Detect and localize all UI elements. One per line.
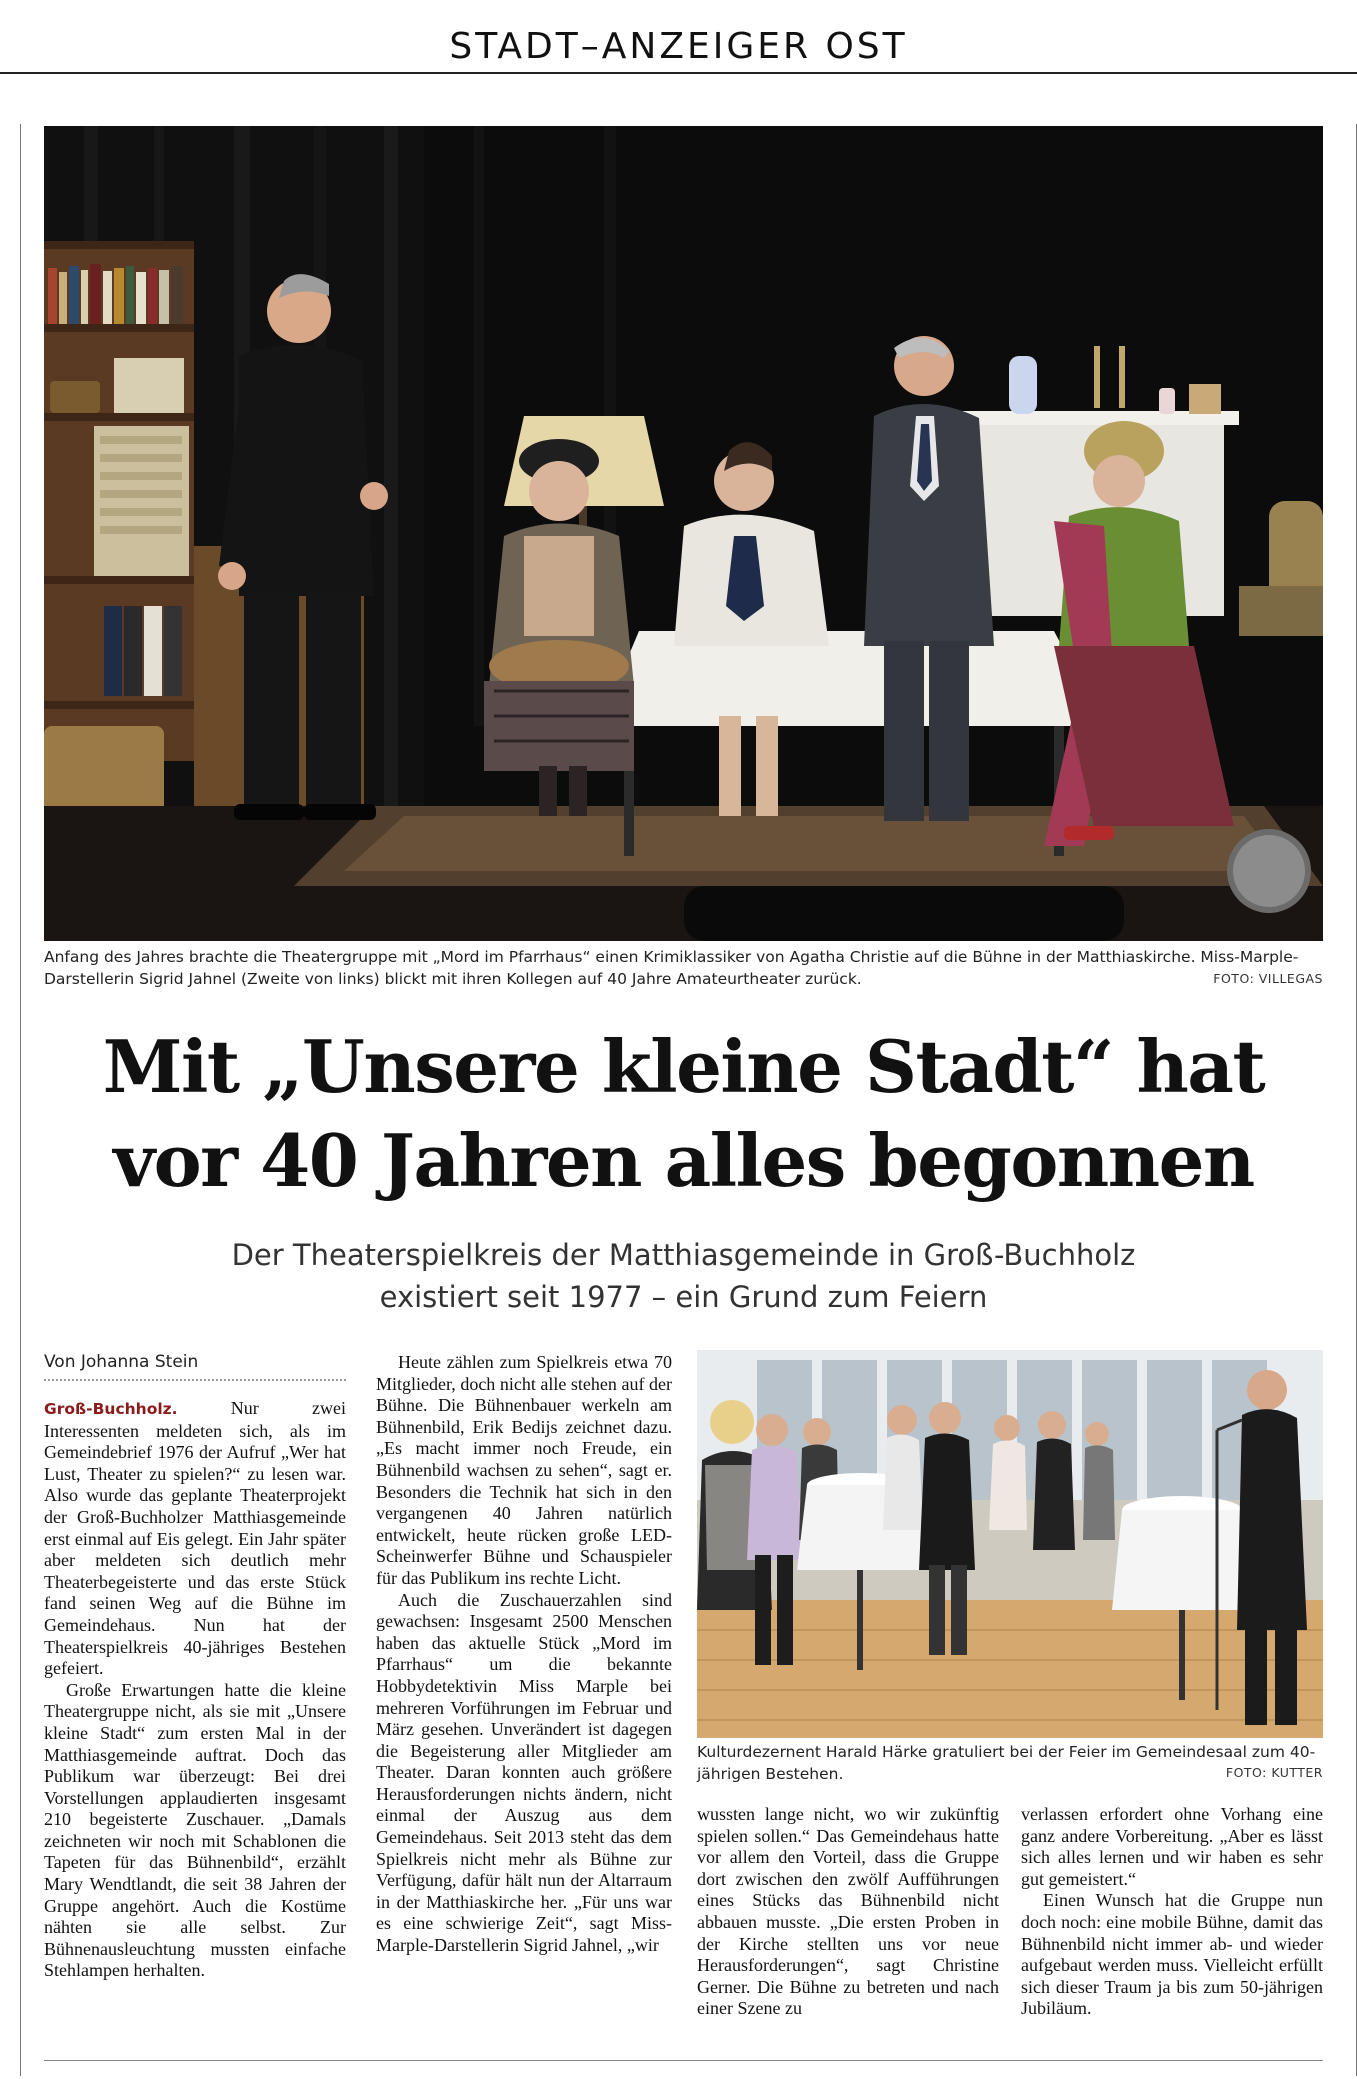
article-paragraph: Einen Wunsch hat die Gruppe nun doch noch: eine mobile Bühne, damit das Bühnenbild nicht immer ab- und wieder aufgebaut werden muss. Vielleicht erfüllt sich dieser Traum ja bis zum 50-jährigen Jubiläum. [1021, 1890, 1323, 2019]
celebration-photo [697, 1350, 1323, 1738]
article-paragraph: Heute zählen zum Spielkreis etwa 70 Mitglieder, doch nicht alle stehen auf der Bühne. Die Bühnenbauer werkeln am Bühnenbild, Erik Bedijs zeichnet dazu. „Es macht immer noch Freude, ein Bühnenbild wachsen zu sehen“, sagt er. Besonders die Technik hat sich in den vergangenen 40 Jahren natürlich entwickelt, heute rücken große LED-Scheinwerfer Bühne und Schauspieler für das Publikum ins rechte Licht. [376, 1352, 672, 1588]
subhead-line-1: Der Theaterspielkreis der Matthiasgemeinde in Groß-Buchholz [231, 1238, 1136, 1272]
masthead [0, 0, 1357, 74]
paragraph-text: Nur zwei Interessenten meldeten sich, als im Gemeindebrief 1976 der Aufruf „Wer hat Lust, Theater zu spielen?“ zu lesen war. Also wurde das geplante Theaterprojekt der Groß-Buchholzer Matthiasgemeinde erst einmal auf Eis gelegt. Ein Jahr später aber meldeten sich deutlich mehr Theaterbegeisterte und das erste Stück fand seinen Weg auf die Bühne im Gemeindehaus. Nun hat der Theaterspielkreis 40-jähriges Bestehen gefeiert. [44, 1398, 346, 1679]
celebration-photo-credit: FOTO: KUTTER [1225, 1765, 1323, 1780]
left-column-rule [20, 124, 21, 2076]
subhead-line-2: existiert seit 1977 – ein Grund zum Feiern [379, 1280, 988, 1314]
masthead-title: STADT–ANZEIGER OST [449, 26, 908, 67]
article-paragraph: wussten lange nicht, wo wir zukünftig spielen sollen.“ Das Gemeindehaus hatte vor allem den Vorteil, dass die Gruppe dort zwischen den zwölf Aufführungen eines Stücks das Bühnenbild nicht abbauen musste. „Die ersten Proben in der Kirche stellten uns vor neue Herausforderungen“, sagt Christine Gerner. Die Bühne zu betreten und nach einer Szene zu [697, 1804, 999, 2019]
celebration-photo-caption: Kulturdezernent Harald Härke gratuliert bei der Feier im Gemeindesaal zum 40-jährigen Bestehen. [697, 1743, 1316, 1783]
article-subhead [44, 1234, 1323, 1318]
stage-photo [44, 126, 1323, 941]
dateline: Groß-Buchholz. [44, 1400, 178, 1418]
article-paragraph [44, 1398, 346, 1680]
stage-photo-caption: Anfang des Jahres brachte die Theatergruppe mit „Mord im Pfarrhaus“ einen Krimiklassiker von Agatha Christie auf die Bühne in der Matthiaskirche. Miss-Marple-Darstellerin Sigrid Jahnel (Zweite von links) blickt mit ihren Kollegen auf 40 Jahre Amateurtheater zurück. [44, 948, 1299, 988]
stage-photo-credit: FOTO: VILLEGAS [1213, 971, 1323, 986]
article-column-1 [44, 1398, 346, 1982]
article-paragraph: Große Erwartungen hatte die kleine Theatergruppe nicht, als sie mit „Unsere kleine Stadt“ zum ersten Mal in der Matthiasgemeinde auftrat. Doch das Publikum war überzeugt: Bei drei Vorstellungen applaudierten insgesamt 210 begeisterte Zuschauer. „Damals zeichneten wir noch mit Schablonen die Tapeten für das Bühnenbild“, erzählt Mary Wendtlandt, die seit 38 Jahren der Gruppe angehört. Auch die Kostüme nähten sie alle selbst. Zur Bühnenausleuchtung mussten einfache Stehlampen herhalten. [44, 1679, 346, 1981]
byline: Von Johanna Stein [44, 1352, 346, 1381]
article-column-2 [376, 1352, 672, 1957]
bottom-rule [44, 2060, 1323, 2061]
article-paragraph: verlassen erfordert ohne Vorhang eine ganz andere Vorbereitung. „Aber es lässt sich alles lernen und wir haben es sehr gut gemeistert.“ [1021, 1804, 1323, 1889]
article-paragraph: Auch die Zuschauerzahlen sind gewachsen: Insgesamt 2500 Menschen haben das aktuelle Stück „Mord im Pfarrhaus“ um die bekannte Hobbydetektivin Miss Marple bei mehreren Vorführungen im Februar und März gesehen. Unverändert ist dagegen die Begeisterung aller Mitglieder am Theater. Daran konnten auch größere Herausforderungen nichts ändern, nicht einmal der Auszug aus dem Gemeindehaus. Seit 2013 steht das dem Spielkreis nicht mehr als Bühne zur Verfügung, dafür hält nun der Altarraum in der Matthiaskirche her. „Für uns war es eine schwierige Zeit“, sagt Miss-Marple-Darstellerin Sigrid Jahnel, „wir [376, 1589, 672, 1956]
article-column-3 [697, 1804, 999, 2020]
article-headline: Mit „Unsere kleine Stadt“ hat vor 40 Jahren alles begonnen [102, 1024, 1265, 1203]
article-column-4 [1021, 1804, 1323, 2020]
